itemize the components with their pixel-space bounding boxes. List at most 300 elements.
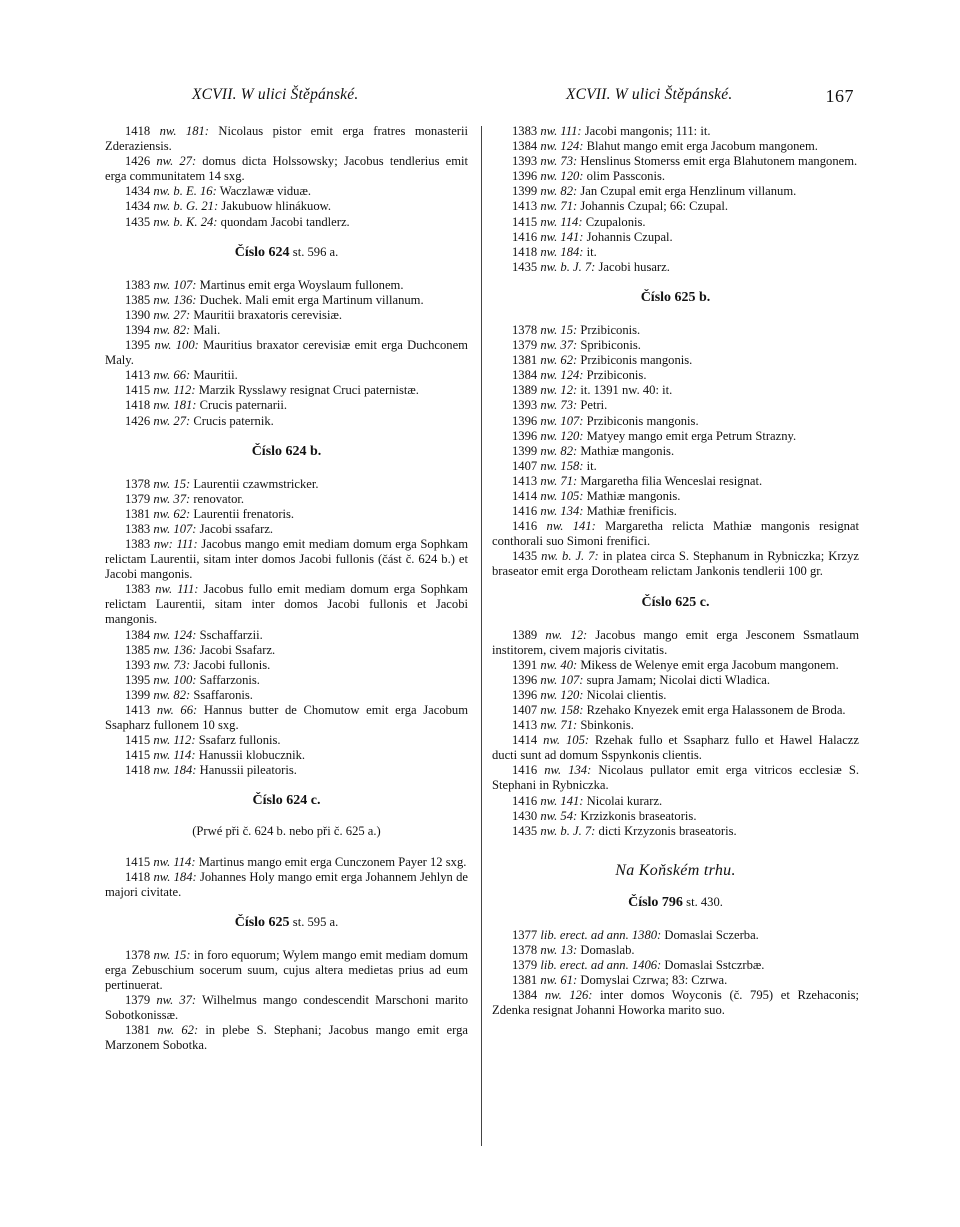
entry-year: 1379 [512,338,538,353]
entry-text: Hanussii pileatoris. [199,763,297,778]
entry-text: Mauritii braxatoris cerevisiæ. [193,307,342,322]
entry-text: supra Jamam; Nicolai dicti Wladica. [586,672,771,687]
entry-reference: nw. 27: [156,154,197,169]
entry-text: Hannus butter de Chomutow emit erga Jacobum Ssapharz fullonem 10 sxg. [105,703,469,733]
heading-old-number: st. 596 a. [292,244,339,259]
entry-text: Mathiæ mangonis. [580,443,675,458]
entry-year: 1407 [512,703,538,717]
entry-text: Jakubuow hlinákuow. [221,199,332,214]
entry-text: in plebe S. Stephani; Jacobus mango emit erga Marzonem Sobotka. [105,1023,468,1053]
record-entry [492,928,859,943]
entry-text: Nicolai clientis. [586,687,667,702]
entry-reference: nw. 82: [153,322,191,337]
record-entry [492,973,859,988]
entry-text: Waczlawæ viduæ. [219,184,312,199]
entry-text: Laurentii frenatoris. [193,506,295,521]
entry-year: 1396 [512,428,538,443]
entry-text: Martinus mango emit erga Cunczonem Payer 12 sxg. [198,854,467,869]
entry-reference: nw. 82: [153,687,191,702]
left-column [105,124,468,1054]
entry-year: 1435 [125,214,151,229]
entry-text: in platea circa S. Stephanum in Rybniczka; Krzyz braseator emit erga Dorotheam relictam Jankonis tendlerii 100 gr. [492,549,860,579]
entry-text: Henslinus Stomerss emit erga Blahutonem mangonem. [580,154,858,169]
entry-year: 1383 [512,124,538,138]
entry-text: Domaslai Sstczrbæ. [664,958,765,973]
entry-year: 1395 [125,672,151,687]
entry-reference: nw. 12: [545,627,588,642]
entry-reference: nw. 100: [154,338,199,353]
entry-text: Jacobi fullonis. [193,657,271,672]
entry-text: Przibiconis mangonis. [586,413,699,428]
entry-year: 1389 [512,383,538,398]
entry-year: 1399 [512,443,538,458]
entry-reference: nw. 82: [540,184,578,199]
entry-reference: nw. 136: [153,292,197,307]
record-entry [492,943,859,958]
entry-reference: nw. 12: [540,383,578,398]
entry-text: it. [586,458,597,473]
record-entry [105,855,468,870]
entry-year: 1381 [512,353,538,368]
entry-reference: nw. 112: [153,733,196,748]
entry-year: 1413 [125,703,151,717]
entry-text: Domaslai Sczerba. [664,927,759,942]
entry-reference: nw. 107: [540,672,584,687]
entry-reference: nw. 114: [153,854,196,869]
entry-reference: nw. 114: [153,748,196,763]
entry-text: Przibiconis. [580,322,641,337]
entry-reference: nw: 111: [153,536,198,551]
entry-year: 1426 [125,154,151,169]
entry-text: Nicolaus pistor emit erga fratres monasterii Zderaziensis. [105,124,468,154]
entry-text: Crucis paternik. [193,413,274,428]
entry-year: 1393 [512,154,538,169]
entry-year: 1396 [512,687,538,702]
entry-year: 1415 [512,214,538,229]
entry-reference: nw. 112: [153,383,196,398]
entry-reference: nw. 111: [155,582,199,597]
entry-year: 1385 [125,642,151,657]
entry-year: 1418 [125,124,151,138]
entry-reference: nw. 73: [153,657,191,672]
entry-year: 1418 [125,763,151,778]
entry-text: Mali. [193,322,221,337]
record-entry [105,323,468,338]
entry-year: 1393 [512,398,538,413]
entry-reference: nw. 184: [153,763,197,778]
entry-text: Jacobi husarz. [598,259,670,274]
record-entry [492,809,859,824]
entry-reference: lib. erect. ad ann. 1406: [540,958,662,973]
entry-text: olim Passconis. [586,169,666,184]
section-heading [105,792,468,809]
entry-reference: nw. 71: [540,718,578,733]
entry-year: 1413 [512,199,538,214]
entry-year: 1415 [125,748,151,763]
heading-old-number: st. 595 a. [292,914,339,929]
record-entry [492,215,859,230]
entry-text: Jacobi Ssafarz. [199,642,276,657]
entry-text: Mauritius braxator cerevisiæ emit erga Duchconem Maly. [105,338,468,368]
section-heading [105,914,468,931]
record-entry [105,184,468,199]
entry-reference: nw. 71: [540,199,578,214]
record-entry [492,688,859,703]
entry-reference: nw. 124: [540,139,584,154]
entry-reference: nw. 126: [544,988,593,1003]
entry-year: 1395 [125,338,151,353]
entry-text: Rzehak fullo et Ssapharz fullo et Hawel Halaczz ducti sunt ad domum Sspynkonis clientis. [492,733,859,763]
record-entry [492,230,859,245]
record-entry [105,688,468,703]
record-entry [105,308,468,323]
record-entry [105,338,468,368]
entry-text: Wilhelmus mango condescendit Marschoni marito Sobotkonissæ. [105,993,469,1023]
entry-text: Jacobi mangonis; 111: it. [584,124,711,138]
entry-text: Ssaffaronis. [193,687,253,702]
entry-year: 1383 [125,536,151,551]
entry-text: Matyey mango emit erga Petrum Strazny. [586,428,797,443]
record-entry [492,383,859,398]
running-head-right: XCVII. W ulici Štěpánské. [566,86,733,103]
record-entry [492,139,859,154]
entry-year: 1378 [512,943,538,958]
entry-year: 1383 [125,582,151,597]
entry-text: inter domos Woyconis (č. 795) et Rzehaconis; Zdenka resignat Johanni Howorka marito suo. [492,988,859,1018]
entry-reference: nw. 37: [540,338,578,353]
heading-old-number: st. 430. [686,894,723,909]
entry-year: 1384 [125,627,151,642]
entry-reference: nw. 111: [540,124,582,138]
entry-year: 1413 [512,473,538,488]
entry-text: it. 1391 nw. 40: it. [580,383,673,398]
entry-year: 1383 [125,521,151,536]
record-entry [105,673,468,688]
entry-text: Marzik Rysslawy resignat Cruci paternistæ. [198,383,419,398]
column-divider [481,126,482,1146]
entry-year: 1434 [125,199,151,214]
entry-year: 1435 [512,549,538,564]
record-entry [492,444,859,459]
record-entry [105,278,468,293]
record-entry [105,1023,468,1053]
record-entry [492,184,859,199]
entry-reference: lib. erect. ad ann. 1380: [540,927,662,942]
record-entry [105,154,468,184]
section-heading [105,443,468,460]
entry-text: Blahut mango emit erga Jacobum mangonem. [586,139,818,154]
entry-year: 1396 [512,169,538,184]
record-entry [492,398,859,413]
entry-year: 1416 [512,504,538,519]
record-entry [105,993,468,1023]
entry-year: 1418 [125,398,151,413]
section-note: (Prwé při č. 624 b. nebo při č. 625 a.) [192,824,381,839]
entry-year: 1430 [512,808,538,823]
entry-reference: nw. b. E. 16: [153,184,217,199]
entry-year: 1378 [125,476,151,491]
right-column [492,124,859,1019]
entry-text: Rzehako Knyezek emit erga Halassonem de Broda. [586,703,846,717]
entry-text: Hanussii klobucznik. [198,748,306,763]
record-entry [492,549,859,579]
record-entry [492,368,859,383]
entry-text: Sbinkonis. [580,718,634,733]
entry-reference: nw. 62: [153,506,191,521]
entry-reference: nw. 62: [157,1023,199,1038]
entry-reference: nw. 141: [540,793,584,808]
record-entry [492,958,859,973]
entry-reference: nw. 54: [540,808,578,823]
record-entry [492,628,859,658]
entry-reference: nw. 184: [153,869,197,884]
entry-reference: nw. 124: [153,627,197,642]
entry-year: 1414 [512,488,538,503]
entry-year: 1391 [512,657,538,672]
record-entry [105,537,468,582]
record-entry [492,199,859,214]
entry-text: Nicolaus pullator emit erga vitricos ecclesiæ S. Stephani in Rybniczka. [492,763,859,793]
record-entry [105,733,468,748]
record-entry [492,124,859,139]
record-entry [105,628,468,643]
entry-year: 1378 [125,947,151,962]
entry-text: Petri. [580,398,608,413]
entry-reference: nw. 141: [546,519,596,534]
entry-year: 1434 [125,184,151,199]
record-entry [492,245,859,260]
heading-number: Číslo 624 [234,244,290,260]
entry-year: 1399 [512,184,538,199]
entry-reference: nw. 15: [153,476,191,491]
entry-reference: nw. 181: [153,398,197,413]
record-entry [105,763,468,778]
heading-number: Číslo 796 [628,894,683,910]
entry-reference: nw. 37: [156,993,197,1008]
entry-year: 1384 [512,139,538,154]
entry-text: Ssafarz fullonis. [198,733,281,748]
entry-reference: nw. b. J. 7: [540,259,596,274]
section-heading [492,594,859,611]
entry-year: 1416 [512,793,538,808]
entry-year: 1389 [512,627,538,642]
entry-reference: nw. b. G. 21: [153,199,219,214]
entry-year: 1377 [512,927,538,942]
entry-text: Martinus emit erga Woyslaum fullonem. [199,277,404,292]
record-entry [492,260,859,275]
entry-year: 1378 [512,322,538,337]
record-entry [105,383,468,398]
entry-reference: nw. 100: [153,672,197,687]
entry-reference: nw. 61: [540,973,578,988]
record-entry [105,398,468,413]
entry-year: 1384 [512,988,538,1003]
heading-number: Číslo 625 c. [641,594,710,610]
entry-reference: nw. 40: [540,657,578,672]
entry-text: Margaretha filia Wenceslai resignat. [580,473,763,488]
entry-reference: nw. b. J. 7: [541,549,599,564]
record-entry [492,519,859,549]
running-head-left: XCVII. W ulici Štěpánské. [192,86,359,103]
entry-year: 1379 [125,993,151,1008]
entry-text: it. [586,244,597,259]
entry-text: Sschaffarzii. [199,627,263,642]
entry-year: 1416 [512,229,538,244]
entry-text: Przibiconis mangonis. [580,353,693,368]
entry-reference: nw. 73: [540,154,578,169]
entry-year: 1426 [125,413,151,428]
entry-reference: nw. b. K. 24: [153,214,218,229]
entry-year: 1399 [125,687,151,702]
record-entry [105,368,468,383]
record-entry [492,459,859,474]
record-entry [105,199,468,214]
entry-year: 1396 [512,413,538,428]
entry-text: Domaslab. [580,943,635,958]
record-entry [492,988,859,1018]
entry-reference: nw. 158: [540,458,584,473]
entry-reference: nw. 105: [543,733,590,748]
record-entry [105,522,468,537]
entry-reference: nw. 15: [153,947,191,962]
entry-year: 1407 [512,458,538,473]
entry-year: 1390 [125,307,151,322]
entry-reference: nw. 107: [153,277,197,292]
entry-text: quondam Jacobi tandlerz. [220,214,350,229]
section-heading [105,244,468,261]
entry-text: Czupalonis. [585,214,646,229]
entry-reference: nw. 124: [540,368,584,383]
record-entry [492,429,859,444]
entry-year: 1379 [512,958,538,973]
record-entry [105,643,468,658]
entry-text: Jacobus mango emit erga Jesconem Ssmatlaum institorem, civem majoris civitatis. [492,627,859,657]
entry-text: Margaretha relicta Mathiæ mangonis resignat conthorali suo Simoni frenifici. [492,519,860,549]
entry-year: 1413 [125,368,151,383]
entry-reference: nw. 184: [540,244,584,259]
record-entry [492,673,859,688]
entry-year: 1413 [512,718,538,733]
street-heading: Na Koňském trhu. [615,861,736,879]
section-heading [492,894,859,911]
entry-year: 1418 [125,869,151,884]
record-entry [105,215,468,230]
entry-text: Mathiæ mangonis. [586,488,681,503]
record-entry [105,658,468,673]
entry-year: 1396 [512,672,538,687]
entry-text: Duchek. Mali emit erga Martinum villanum. [199,292,424,307]
entry-text: dicti Krzyzonis braseatoris. [598,823,737,838]
entry-reference: nw. 107: [153,521,197,536]
record-entry [492,703,859,718]
entry-year: 1384 [512,368,538,383]
record-entry [492,323,859,338]
record-entry [492,504,859,519]
record-entry [492,338,859,353]
entry-reference: nw. 73: [540,398,578,413]
entry-text: Crucis paternarii. [199,398,288,413]
entry-text: Przibiconis. [586,368,647,383]
entry-text: renovator. [193,491,245,506]
entry-text: Johannis Czupal; 66: Czupal. [580,199,728,214]
entry-text: in foro equorum; Wylem mango emit mediam domum erga Zebuschium socerum suum, cujus altera medietas prius ad eum pertinuerat. [105,947,468,993]
entry-reference: nw. 181: [159,124,209,138]
entry-year: 1416 [512,519,538,534]
record-entry [105,748,468,763]
entry-reference: nw. 27: [153,307,191,322]
record-entry [492,733,859,763]
heading-number: Číslo 624 b. [251,443,322,459]
entry-text: Jan Czupal emit erga Henzlinum villanum. [580,184,797,199]
entry-year: 1381 [512,973,538,988]
entry-reference: nw. 134: [540,504,584,519]
entry-year: 1415 [125,854,151,869]
entry-text: Mathiæ frenificis. [586,504,677,519]
entry-reference: nw. 134: [544,763,592,778]
entry-year: 1416 [512,763,538,778]
entry-year: 1385 [125,292,151,307]
entry-year: 1415 [125,383,151,398]
heading-number: Číslo 624 c. [252,793,321,809]
entry-reference: nw. 114: [540,214,583,229]
entry-reference: nw. 120: [540,169,584,184]
entry-reference: nw. 71: [540,473,578,488]
heading-number: Číslo 625 [234,914,290,930]
entry-text: Johannis Czupal. [586,229,673,244]
entry-text: Jacobi ssafarz. [199,521,274,536]
record-entry [492,154,859,169]
entry-reference: nw. 105: [540,488,584,503]
entry-text: Domyslai Czrwa; 83: Czrwa. [580,973,728,988]
record-entry [105,124,468,154]
entry-text: domus dicta Holssowsky; Jacobus tendlerius emit erga communitatem 14 sxg. [105,154,468,184]
entry-reference: nw. 82: [540,443,578,458]
entry-reference: nw. 13: [540,943,578,958]
record-entry [105,948,468,993]
record-entry [492,169,859,184]
record-entry [105,870,468,900]
entry-text: Mikess de Welenye emit erga Jacobum mangonem. [580,657,839,672]
heading-number: Číslo 625 b. [640,289,711,305]
entry-reference: nw. 15: [540,322,578,337]
entry-year: 1418 [512,244,538,259]
record-entry [492,658,859,673]
entry-text: Spribiconis. [580,338,641,353]
record-entry [492,474,859,489]
record-entry [105,703,468,733]
entry-year: 1383 [125,277,151,292]
page-number: 167 [825,86,854,106]
entry-text: Saffarzonis. [199,672,260,687]
entry-text: Johannes Holy mango emit erga Johannem Jehlyn de majori civitate. [105,869,468,899]
record-entry [105,582,468,627]
entry-year: 1435 [512,259,538,274]
section-heading [492,289,859,306]
record-entry [492,794,859,809]
entry-text: Jacobus mango emit mediam domum erga Sophkam relictam Laurentii, sitam inter domos Jacobi fullonis (část č. 624 b.) et Jacobi mangonis. [105,536,468,582]
entry-text: Nicolai kurarz. [586,793,663,808]
record-entry [492,763,859,793]
entry-text: Mauritii. [193,368,238,383]
entry-reference: nw. 37: [153,491,191,506]
entry-reference: nw. 120: [540,687,584,702]
record-entry [492,718,859,733]
entry-reference: nw. 158: [540,703,584,717]
entry-year: 1415 [125,733,151,748]
record-entry [105,414,468,429]
record-entry [492,489,859,504]
record-entry [105,507,468,522]
